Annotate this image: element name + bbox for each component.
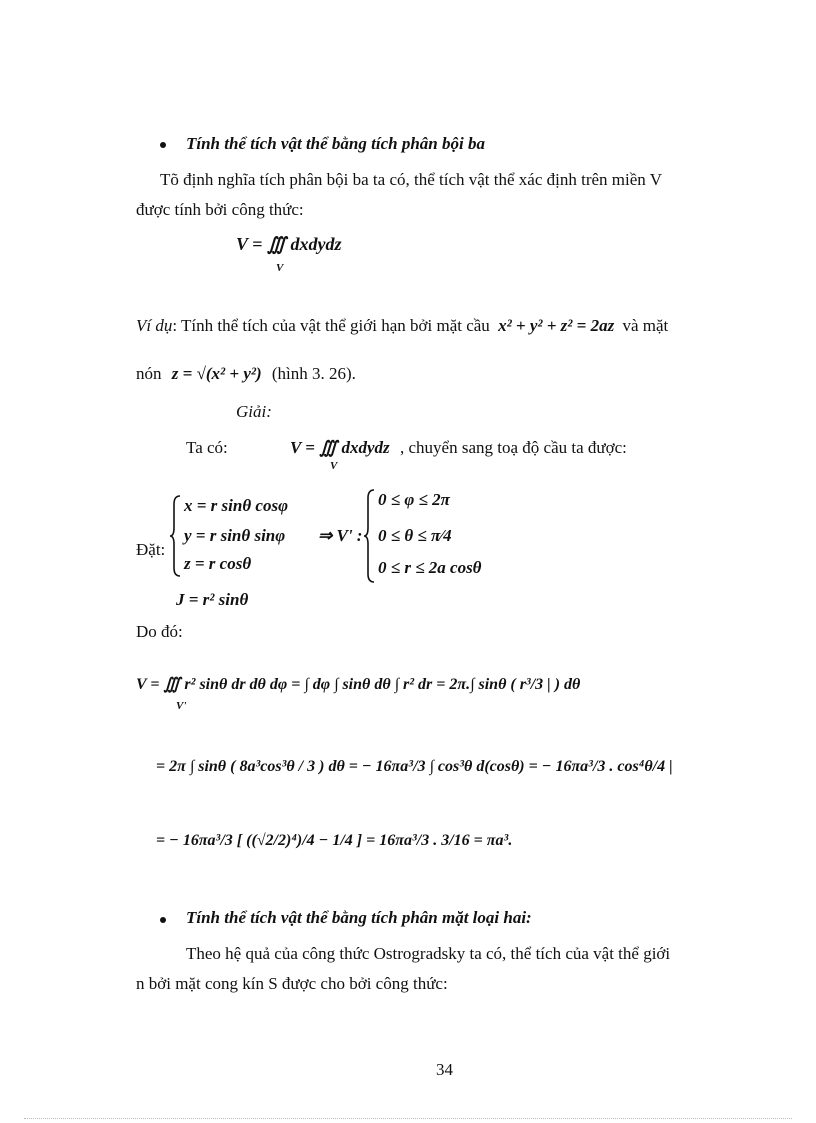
paragraph-2-line-1: Theo hệ quả của công thức Ostrogradsky ta có, thể tích của vật thể giới: [186, 944, 671, 963]
equation-line-1: V = ∭ r² sinθ dr dθ dφ = ∫ dφ ∫ sinθ dθ ∫ r² dr = 2π.∫ sinθ ( r³/3 | ) dθ: [136, 676, 581, 693]
equation-line-2: = 2π ∫ sinθ ( 8a³cos³θ / 3 ) dθ = − 16πa³/3 ∫ cos³θ d(cosθ) = − 16πa³/3 . cos⁴θ/4 |: [156, 758, 673, 775]
bullet-2: [160, 917, 166, 923]
paragraph-2-line-2: n bởi mặt cong kín S được cho bởi công thức:: [136, 974, 448, 993]
formula-2-domain: V: [330, 460, 338, 472]
equation-line-3: = − 16πa³/3 [ ((√2/2)⁴)/4 − 1/4 ] = 16πa³/3 . 3/16 = πa³.: [156, 832, 513, 849]
dat-label: Đặt:: [136, 540, 166, 559]
solution-label: Giải:: [236, 402, 272, 421]
implies-domain: ⇒ V' :: [318, 526, 363, 545]
substitution-x: x = r sinθ cosφ: [184, 496, 289, 515]
example-label: Ví dụ: [136, 316, 173, 335]
formula-1-domain: V: [276, 262, 284, 274]
range-r: 0 ≤ r ≤ 2a cosθ: [378, 558, 482, 577]
paragraph-1-line-2: được tính bởi công thức:: [136, 200, 304, 219]
footer-dotted-rule: [24, 1118, 792, 1119]
formula-volume-2: V = ∭ dxdydz: [290, 438, 390, 457]
left-brace: [170, 494, 182, 578]
section-heading-surface-integral: Tính thể tích vật thể bằng tích phân mặt loại hai:: [186, 908, 532, 927]
range-brace: [364, 488, 376, 584]
jacobian: J = r² sinθ: [176, 590, 249, 609]
example-line-1: [136, 316, 668, 336]
bullet-1: [160, 142, 166, 148]
example-text: : Tính thể tích của vật thể giới hạn bởi mặt cầu: [172, 316, 490, 335]
sphere-equation: x² + y² + z² = 2az: [498, 316, 615, 335]
example-and: và mặt: [622, 316, 669, 335]
formula-volume-triple-integral: V = ∭ dxdydz: [236, 234, 342, 254]
figure-reference: (hình 3. 26).: [271, 364, 356, 383]
cone-label: nón: [136, 364, 162, 383]
paragraph-1-line-1: Tõ định nghĩa tích phân bội ba ta có, thể tích vật thể xác định trên miền V: [160, 170, 662, 189]
range-phi: 0 ≤ φ ≤ 2π: [378, 490, 450, 509]
section-heading-triple-integral: Tính thể tích vật thể bằng tích phân bội ba: [186, 134, 485, 153]
example-line-2: [136, 364, 356, 384]
equation-line-1-domain: V': [176, 700, 187, 712]
substitution-z: z = r cosθ: [184, 554, 252, 573]
cone-equation: z = √(x² + y²): [171, 364, 262, 383]
spherical-coordinates-note: , chuyển sang toạ độ cầu ta được:: [400, 438, 627, 457]
substitution-y: y = r sinθ sinφ: [184, 526, 286, 545]
taco-label: Ta có:: [186, 438, 228, 457]
page-number: 34: [436, 1060, 453, 1079]
range-theta: 0 ≤ θ ≤ π⁄4: [378, 526, 452, 545]
do-do-label: Do đó:: [136, 622, 183, 641]
